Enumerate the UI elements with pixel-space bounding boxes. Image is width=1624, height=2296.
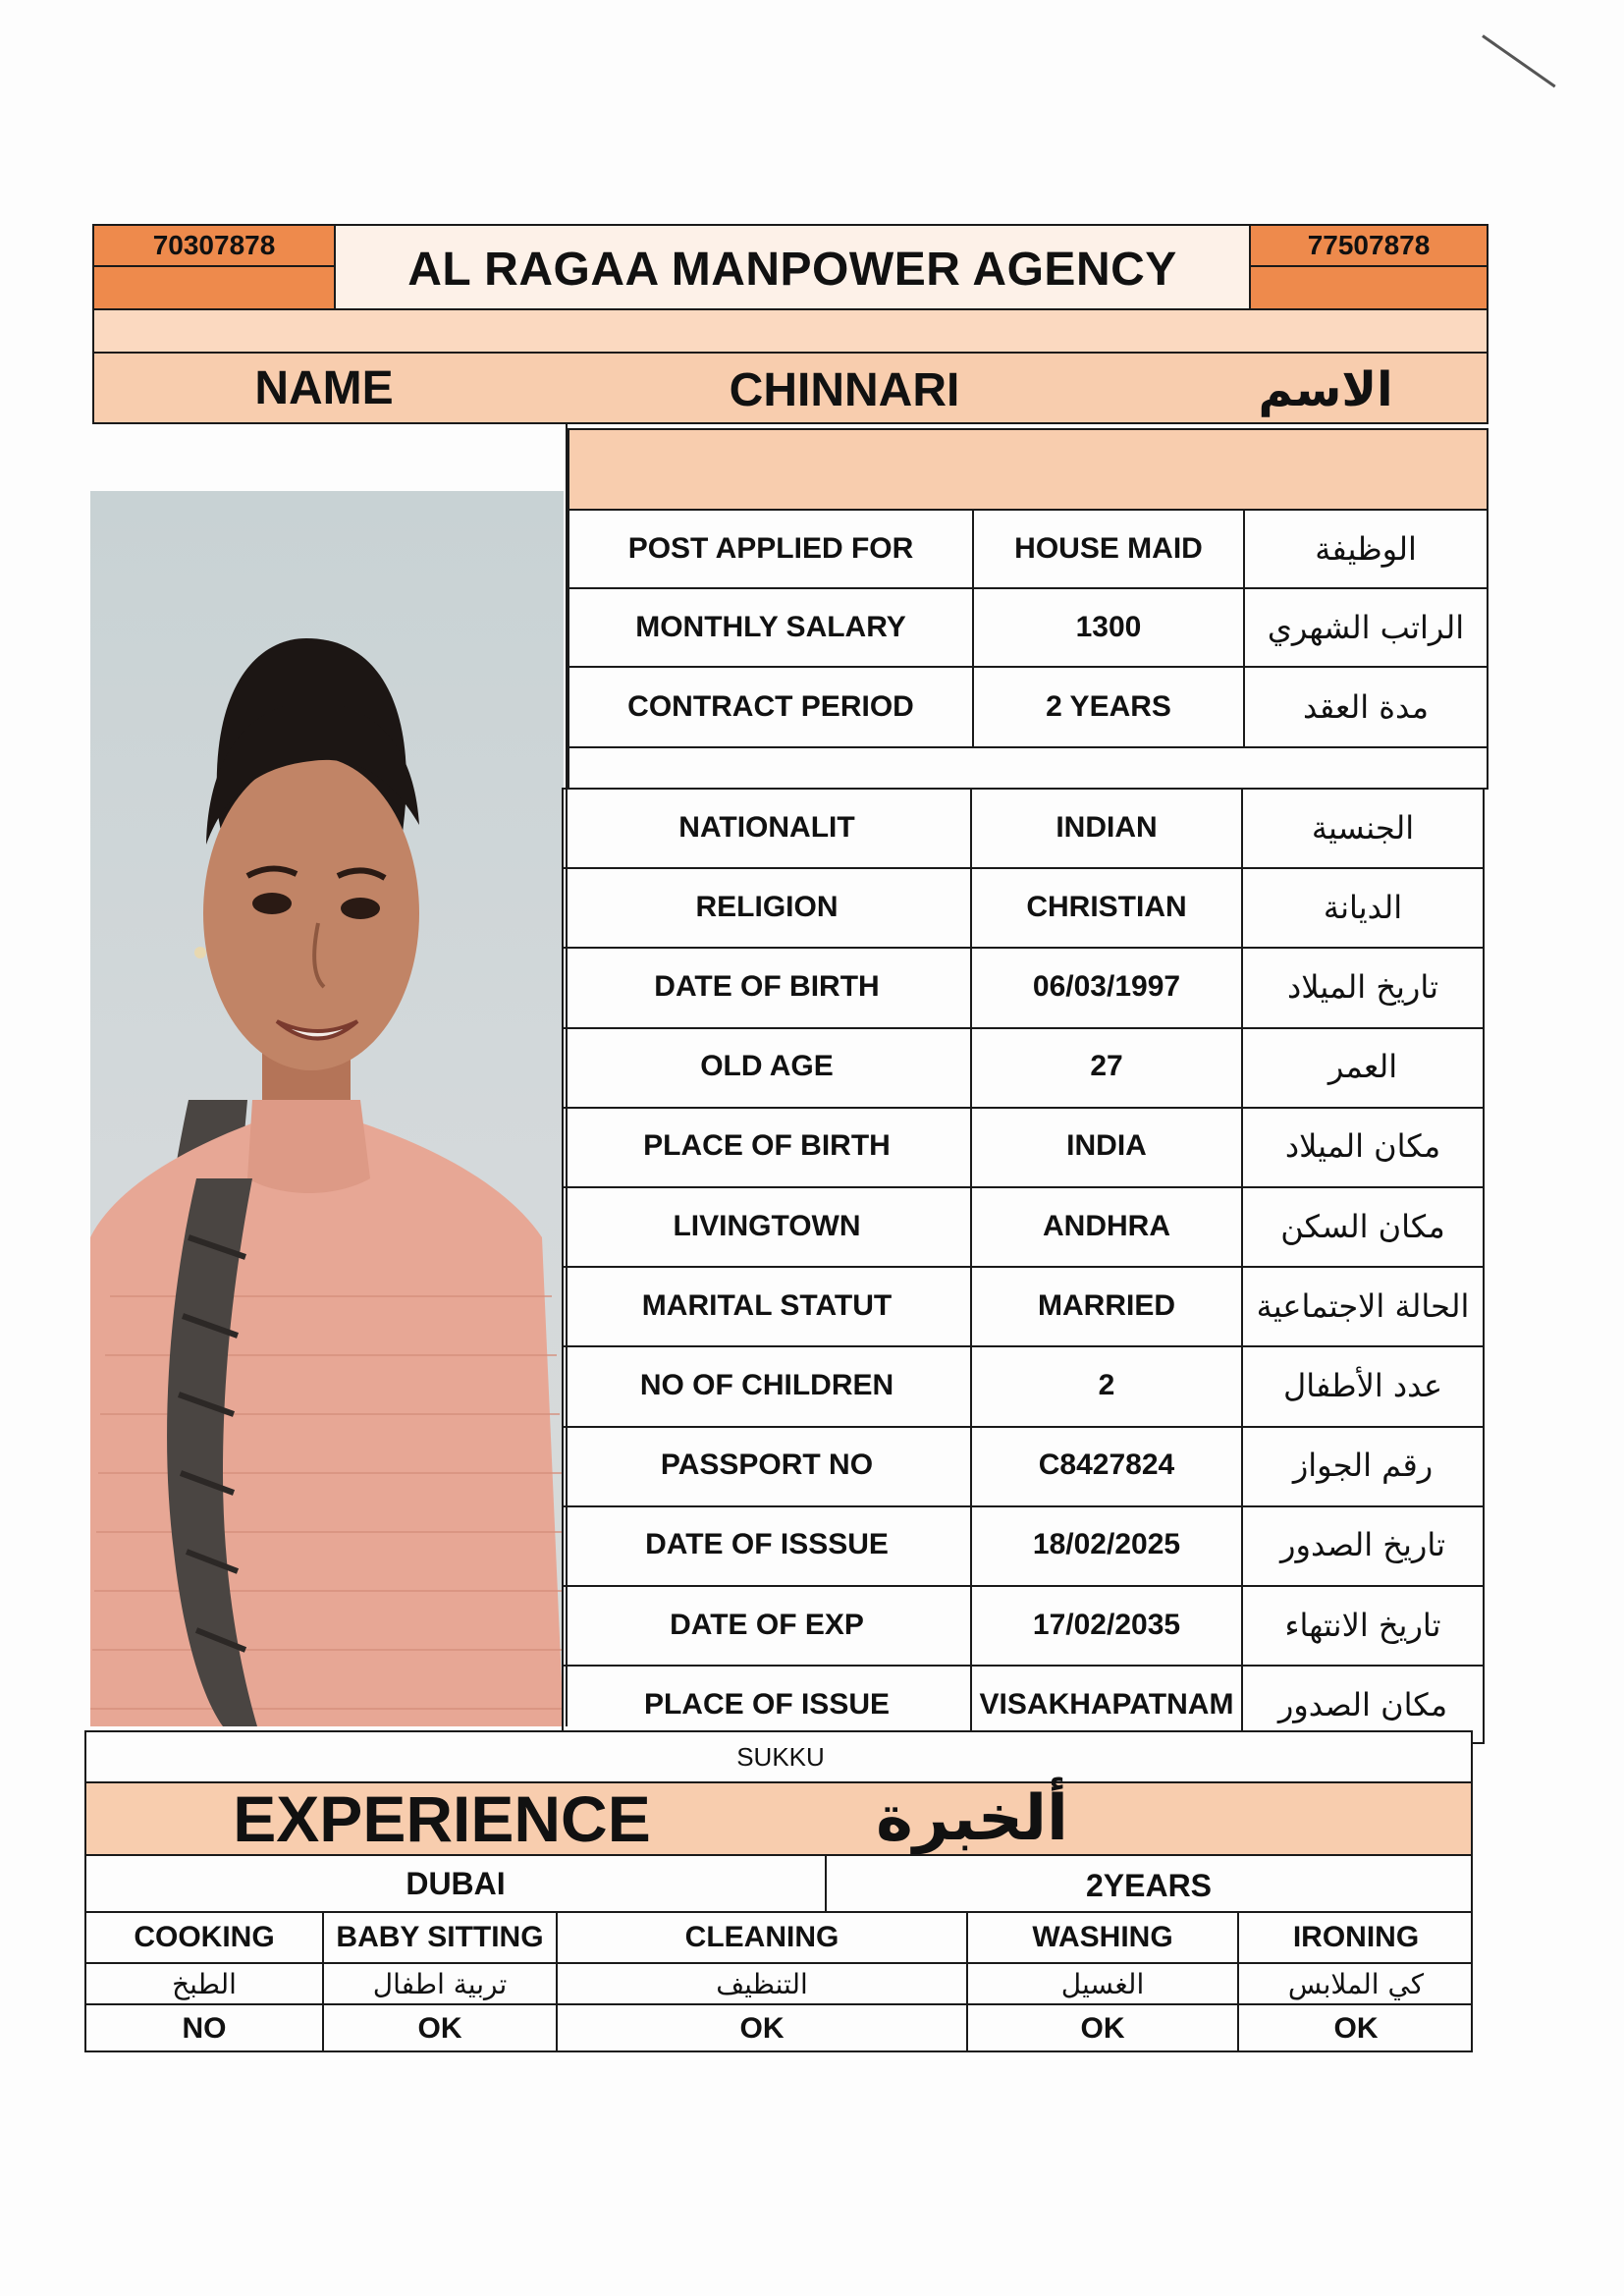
- experience-duration: 2YEARS: [1085, 1867, 1213, 1903]
- personal-label: DATE OF EXP: [670, 1608, 864, 1641]
- personal-label: LIVINGTOWN: [673, 1209, 861, 1242]
- personal-label: PASSPORT NO: [660, 1449, 874, 1482]
- personal-label-ar: الحالة الاجتماعية: [1256, 1286, 1470, 1325]
- skill-label: COOKING: [134, 1921, 275, 1953]
- phone-left-band: [92, 265, 336, 310]
- personal-value: 17/02/2035: [1032, 1608, 1181, 1641]
- personal-label: DATE OF BIRTH: [654, 969, 880, 1003]
- table-spacer: [568, 746, 1489, 790]
- note-text: SUKKU: [736, 1741, 825, 1772]
- job-value-post: HOUSE MAID: [1014, 532, 1203, 565]
- job-label-contract: CONTRACT PERIOD: [627, 690, 914, 723]
- skill-label-ar: الغسيل: [1060, 1967, 1145, 2000]
- skill-label-ar: تربية اطفال: [372, 1967, 508, 2000]
- job-label-ar-post: الوظيفة: [1315, 530, 1417, 568]
- personal-label-ar: تاريخ الميلاد: [1287, 967, 1438, 1006]
- personal-value: CHRISTIAN: [1026, 890, 1187, 923]
- personal-value: 18/02/2025: [1032, 1528, 1181, 1561]
- skill-label-ar: التنظيف: [716, 1967, 808, 2000]
- personal-label-ar: الديانة: [1323, 888, 1403, 926]
- skill-value: OK: [1080, 2012, 1125, 2045]
- phone-right: 77507878: [1249, 224, 1489, 267]
- personal-value: 27: [1090, 1050, 1123, 1083]
- personal-value: VISAKHAPATNAM: [979, 1687, 1234, 1721]
- skill-value: NO: [182, 2012, 227, 2045]
- personal-label: PLACE OF ISSUE: [643, 1687, 891, 1721]
- personal-value: ANDHRA: [1043, 1209, 1170, 1242]
- personal-label-ar: مكان الميلاد: [1284, 1127, 1441, 1166]
- experience-title: EXPERIENCE: [233, 1782, 651, 1855]
- experience-country: DUBAI: [406, 1865, 506, 1901]
- scan-mark: [1482, 34, 1555, 87]
- personal-label: PLACE OF BIRTH: [643, 1129, 891, 1163]
- portrait-illustration: [90, 491, 564, 1726]
- personal-label-ar: مكان السكن: [1280, 1207, 1445, 1245]
- job-value-contract: 2 YEARS: [1046, 690, 1171, 723]
- skill-label-ar: كي الملابس: [1287, 1967, 1425, 2000]
- skill-label: WASHING: [1032, 1921, 1173, 1953]
- skill-label-ar: الطبخ: [172, 1967, 237, 2000]
- skill-value: OK: [739, 2012, 785, 2045]
- job-value-salary: 1300: [1075, 611, 1142, 643]
- job-label-ar-salary: الراتب الشهري: [1267, 609, 1465, 646]
- skill-label: IRONING: [1292, 1921, 1420, 1953]
- job-header-band: [568, 428, 1489, 511]
- personal-label-ar: مكان الصدور: [1277, 1685, 1448, 1723]
- personal-label: OLD AGE: [700, 1050, 834, 1083]
- agency-name: AL RAGAA MANPOWER AGENCY: [407, 243, 1177, 296]
- skill-label: CLEANING: [684, 1921, 839, 1953]
- personal-value: MARRIED: [1038, 1288, 1175, 1322]
- job-label-post: POST APPLIED FOR: [627, 532, 914, 565]
- phone-left: 70307878: [92, 224, 336, 267]
- personal-label: DATE OF ISSSUE: [645, 1528, 889, 1561]
- personal-label: RELIGION: [695, 890, 839, 923]
- personal-value: INDIA: [1066, 1129, 1147, 1163]
- personal-label-ar: الجنسية: [1311, 808, 1415, 847]
- personal-label: NATIONALIT: [678, 810, 855, 844]
- phone-right-band: [1249, 265, 1489, 310]
- personal-value: C8427824: [1038, 1449, 1175, 1482]
- job-label-salary: MONTHLY SALARY: [635, 611, 906, 643]
- personal-value: 06/03/1997: [1032, 969, 1181, 1003]
- candidate-photo: [90, 491, 564, 1726]
- name-value: CHINNARI: [729, 363, 960, 416]
- skill-label: BABY SITTING: [336, 1921, 544, 1953]
- personal-label: MARITAL STATUT: [641, 1288, 893, 1322]
- personal-value: 2: [1098, 1368, 1115, 1401]
- personal-value: INDIAN: [1056, 810, 1158, 844]
- personal-label-ar: رقم الجواز: [1292, 1447, 1434, 1485]
- job-label-ar-contract: مدة العقد: [1303, 688, 1429, 726]
- experience-title-ar: ألخبرة: [876, 1782, 1068, 1855]
- skill-value: OK: [417, 2012, 462, 2045]
- name-label: NAME: [254, 361, 394, 414]
- personal-label-ar: تاريخ الانتهاء: [1284, 1606, 1441, 1644]
- personal-label-ar: العمر: [1327, 1048, 1398, 1086]
- personal-label-ar: عدد الأطفال: [1282, 1366, 1443, 1404]
- personal-label-ar: تاريخ الصدور: [1280, 1526, 1445, 1564]
- skill-value: OK: [1333, 2012, 1379, 2045]
- personal-label: NO OF CHILDREN: [639, 1368, 894, 1401]
- header-spacer-row: [92, 308, 1489, 354]
- name-label-ar: الاسم: [1258, 362, 1393, 417]
